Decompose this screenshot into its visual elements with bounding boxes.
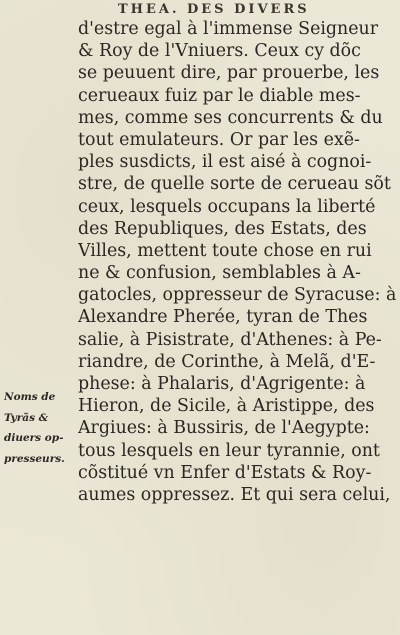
text-line: Argiues: à Bussiris, de l'Aegypte:	[78, 418, 370, 439]
text-line: riandre, de Corinthe, à Melã, d'E-	[78, 351, 376, 372]
running-header: THEA. DES DIVERS	[118, 2, 310, 17]
text-line: Villes, mettent toute chose en rui	[78, 240, 372, 261]
text-line: mes, comme ses concurrents & du	[78, 107, 383, 128]
text-line: & Roy de l'Vniuers. Ceux cy dõc	[78, 41, 361, 62]
text-line: stre, de quelle sorte de cerueau sõt	[78, 174, 391, 195]
margin-note	[4, 387, 78, 469]
text-line: tous lesquels en leur tyrannie, ont	[78, 440, 380, 461]
text-line: ples susdicts, il est aisé à cognoi-	[78, 152, 372, 173]
text-line: ne & confusion, semblables à A-	[78, 263, 361, 284]
margin-note-line: diuers op-	[4, 432, 64, 445]
text-line: ceux, lesquels occupans la liberté	[78, 196, 376, 217]
text-line: d'estre egal à l'immense Seigneur	[78, 19, 379, 39]
text-line: phese: à Phalaris, d'Agrigente: à	[78, 374, 366, 394]
text-line: aumes oppressez. Et qui sera celui,	[78, 484, 391, 505]
text-line: cerueaux fuiz par le diable mes-	[78, 85, 361, 106]
text-line: se peuuent dire, par prouerbe, les	[78, 63, 380, 84]
text-line: Alexandre Pherée, tyran de Thes	[78, 307, 368, 328]
margin-note-line: presseurs.	[4, 452, 65, 465]
text-line: tout emulateurs. Or par les exẽ-	[78, 129, 360, 150]
text-line: cõstitué vn Enfer d'Estats & Roy-	[78, 462, 372, 483]
margin-note-line: Noms de	[4, 391, 56, 403]
text-line: Hieron, de Sicile, à Aristippe, des	[78, 396, 375, 417]
margin-note-line: Tyrãs &	[4, 411, 49, 424]
text-line: gatocles, oppresseur de Syracuse: à	[78, 285, 397, 306]
body-text	[78, 18, 398, 506]
text-line: salie, à Pisistrate, d'Athenes: à Pe-	[78, 329, 382, 350]
text-line: des Republiques, des Estats, des	[78, 218, 367, 239]
